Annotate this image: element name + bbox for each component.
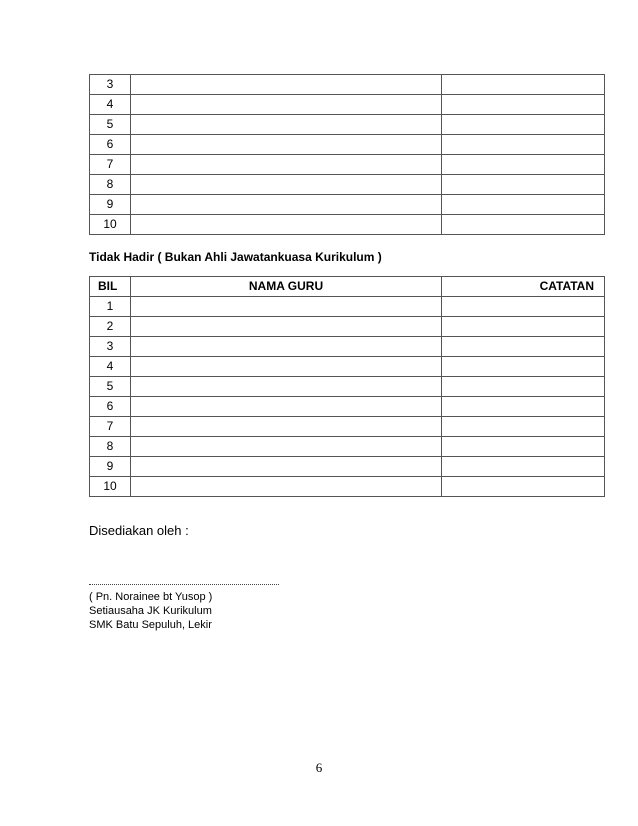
table-row [90,115,605,135]
name-cell[interactable] [131,337,442,357]
top-table [89,74,605,235]
table-row [90,337,605,357]
note-cell[interactable] [442,397,605,417]
section-heading: Tidak Hadir ( Bukan Ahli Jawatankuasa Kurikulum ) [89,250,382,264]
name-cell[interactable] [131,175,442,195]
header-row [90,277,605,297]
note-cell[interactable] [442,317,605,337]
table-row [90,215,605,235]
table-row [90,377,605,397]
note-cell[interactable] [442,457,605,477]
table-row [90,75,605,95]
name-cell[interactable] [131,135,442,155]
note-cell[interactable] [442,377,605,397]
row-number: 7 [90,155,131,175]
note-cell[interactable] [442,175,605,195]
note-cell[interactable] [442,75,605,95]
name-cell[interactable] [131,215,442,235]
note-cell[interactable] [442,95,605,115]
name-cell[interactable] [131,75,442,95]
name-cell[interactable] [131,457,442,477]
table-row [90,155,605,175]
note-cell[interactable] [442,155,605,175]
table-row [90,457,605,477]
table-row [90,477,605,497]
header-nama-guru: NAMA GURU [131,277,442,297]
table-row [90,135,605,155]
note-cell[interactable] [442,437,605,457]
table-row [90,397,605,417]
table-row [90,357,605,377]
name-cell[interactable] [131,95,442,115]
row-number: 7 [90,417,131,437]
note-cell[interactable] [442,417,605,437]
absent-table [89,276,605,497]
prepared-by-label: Disediakan oleh : [89,523,189,538]
name-cell[interactable] [131,417,442,437]
note-cell[interactable] [442,215,605,235]
table-row [90,195,605,215]
name-cell[interactable] [131,115,442,135]
note-cell[interactable] [442,337,605,357]
page-number: 6 [315,760,323,775]
note-cell[interactable] [442,135,605,155]
note-cell[interactable] [442,357,605,377]
name-cell[interactable] [131,377,442,397]
signatory-title: Setiausaha JK Kurikulum [89,605,212,617]
row-number: 5 [90,115,131,135]
table-row [90,95,605,115]
table-row [90,175,605,195]
row-number: 3 [90,337,131,357]
name-cell[interactable] [131,397,442,417]
signatory-school: SMK Batu Sepuluh, Lekir [89,619,212,631]
row-number: 4 [90,357,131,377]
note-cell[interactable] [442,477,605,497]
name-cell[interactable] [131,357,442,377]
row-number: 1 [90,297,131,317]
row-number: 6 [90,135,131,155]
name-cell[interactable] [131,195,442,215]
row-number: 10 [90,477,131,497]
row-number: 8 [90,175,131,195]
table-row [90,297,605,317]
row-number: 6 [90,397,131,417]
header-catatan: CATATAN [442,277,605,297]
row-number: 10 [90,215,131,235]
signature-line [89,584,279,585]
name-cell[interactable] [131,317,442,337]
note-cell[interactable] [442,115,605,135]
row-number: 5 [90,377,131,397]
row-number: 3 [90,75,131,95]
name-cell[interactable] [131,437,442,457]
row-number: 8 [90,437,131,457]
row-number: 2 [90,317,131,337]
header-bil: BIL [90,277,131,297]
table-row [90,317,605,337]
row-number: 4 [90,95,131,115]
signatory-name: ( Pn. Norainee bt Yusop ) [89,591,213,603]
name-cell[interactable] [131,297,442,317]
note-cell[interactable] [442,297,605,317]
note-cell[interactable] [442,195,605,215]
name-cell[interactable] [131,477,442,497]
table-row [90,417,605,437]
table-row [90,437,605,457]
row-number: 9 [90,195,131,215]
row-number: 9 [90,457,131,477]
name-cell[interactable] [131,155,442,175]
